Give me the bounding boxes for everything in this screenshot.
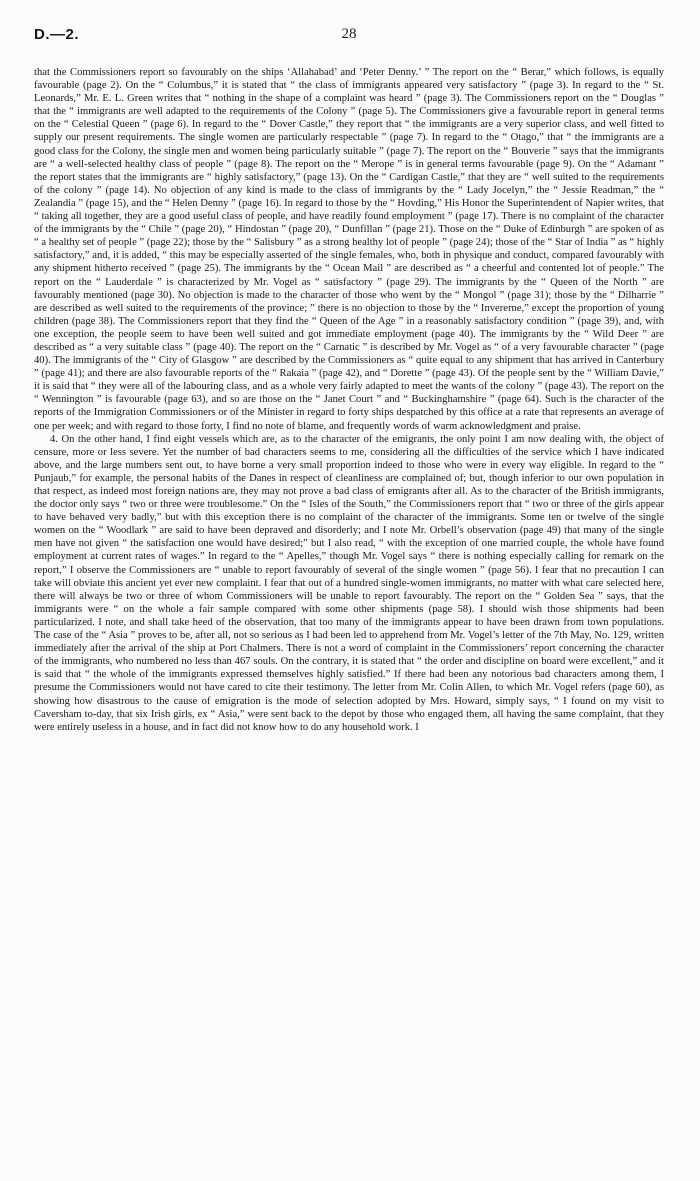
paragraph-continuation: that the Commissioners report so favourably on the ships ‘Allahabad’ and ‘Peter Denny.’ ” The report on the “ Berar,” which follows, is equally favourable (page 2). On the “ Columbus,” it is stated that “ the class of immigrants appeared very satisfactory ” (page 3). In regard to the “ St. Leonards,” Mr. E. L. Green writes that “ nothing in the shape of a complaint was heard ” (page 3). The Commissioners report on the “ Douglas ” that the “ immigrants are well adapted to the requirements of the Colony ” (page 5). The Commissioners give a favourable report in general terms on the “ Celestial Queen ” (page 6). In regard to the “ Dover Castle,” they report that “ the immigrants are a very superior class, and well fitted to supply our present requirements. The single women are particularly respectable ” (page 7). In regard to the “ Otago,” that “ the immigrants are a good class for the Colony, the single men and women being particularly suitable ” (page 7). The report on the “ Bouverie ” says that the immigrants are “ a well-selected healthy class of people ” (page 8). The report on the “ Merope ” is in general terms favourable (page 9). On the “ Adamant ” the report states that the immigrants are “ highly satisfactory,” (page 13). On the “ Cardigan Castle,” that they are “ well suited to the requirements of the colony ” (page 14). No objection of any kind is made to the class of immigrants by the “ Lady Jocelyn,” the “ Jessie Readman,” the “ Zealandia ” (page 15), and the “ Helen Denny ” (page 16). In regard to those by the “ Hovding,” His Honor the Superintendent of Napier writes, that “ taking all together, they are a good useful class of people, and have readily found employment ” (page 17). There is no complaint of the character of the immigrants by the “ Chile ” (page 20), “ Hindostan ” (page 20), “ Dunfillan ” (page 21). Those on the “ Duke of Edinburgh ” are spoken of as “ a healthy set of people ” (page 22); those by the “ Salisbury ” as a strong healthy lot of people ” (page 24); those of the “ Star of India ” as “ highly satisfactory,” and, it is added, “ this may be especially asserted of the single females, who, both in physique and conduct, compared favourably with any shipment hitherto received ” (page 25). The immigrants by the “ Ocean Mail ” are described as “ a cheerful and contented lot of people.” The report on the “ Lauderdale ” is characterized by Mr. Vogel as “ satisfactory ” (page 29). The immigrants by the “ Queen of the North ” are favourably mentioned (page 30). No objection is made to the character of those who went by the “ Mongol ” (page 31); those by the “ Dilharrie ” are described as well suited to the requirements of the province; ” there is no objection to those by the “ Invererne,” except the proportion of young children (page 38). The Commissioners report that they find the “ Queen of the Age ” in a reasonably satisfactory condition ” (page 39), and, with one exception, the people seem to have been well suited and got immediate employment (page 40). The immigrants by the “ Wild Deer ” are described as “ a very suitable class ” (page 40). The report on the “ Carnatic ” is described by Mr. Vogel as “ of a very favourable character ” (page 40). The immigrants of the “ City of Glasgow ” are described by the Commissioners as “ quite equal to any shipment that has arrived in Canterbury ” (page 41); and there are also favourable reports of the “ Rakaia ” (page 42), and “ Dorette ” (page 43). Of the people sent by the “ William Davie,” it is said that “ they were all of the labouring class, and as a whole very fairly adapted to meet the wants of the colony ” (page 43). The report on the “ Wennington ” is favourable (page 63), and so are those on the “ Janet Court ” and “ Buckinghamshire ” (page 64). Such is the character of the reports of the Immigration Commissioners or of the Minister in regard to forty ships despatched by this office at a rate that represents an average of one per week; and with regard to those forty, I find no note of blame, and frequently words of warm acknowledgment and praise. [34, 67, 664, 432]
section-code: D.—2. [34, 26, 80, 43]
body-text [34, 66, 664, 734]
paragraph-4: 4. On the other hand, I find eight vessels which are, as to the character of the emigrants, the only point I am now dealing with, the object of censure, more or less severe. Yet the number of bad characters seems to me, considering all the difficulties of the service which I have indicated above, and the large numbers sent out, to have borne a very small proportion indeed to those who were in every way eligible. In regard to the “ Punjaub,” for example, the personal habits of the Danes in respect of cleanliness are complained of; but, though inferior to our own population in that respect, as indeed most foreign nations are, they may not prove a bad class of emigrants after all. As to the character of the British immigrants, the doctor only says “ two or three were troublesome.” On the “ Isles of the South,” the Commissioners report that “ two or three of the girls appear to have behaved very badly,” but with this exception there is no complaint of the character of the immigrants. Some ten or twelve of the single women on the “ Woodlark ” are said to have been depraved and disorderly; and I note Mr. Orbell’s observation (page 49) that many of the single men have not given “ the satisfaction one would have desired;” but I also read, “ with the exception of one married couple, the whole have found employment at current rates of wages.” In regard to the “ Apelles,” though Mr. Vogel says “ there is nothing especially calling for remark on the report,” I observe the Commissioners are “ unable to report favourably of several of the single women ” (page 56). I fear that no precaution I can take will obviate this ancient yet ever new complaint. I fear that out of a hundred single-women immigrants, no matter with what care selected here, there will always be two or three of whom Commissioners will be unable to report favourably. The report on the “ Golden Sea ” says, that the immigrants were “ on the whole a fair sample compared with some other shipments (page 58). I should wish those shipments had been particularized. I note, and shall take heed of the observation, that too many of the immigrants appear to have been drawn from town populations. The case of the “ Asia ” proves to be, after all, not so serious as I had been led to apprehend from Mr. Vogel’s letter of the 7th May, No. 129, written immediately after the arrival of the ship at Port Chalmers. There is not a word of complaint in the Commissioners’ report concerning the character of the immigrants, who numbered no less than 467 souls. On the contrary, it is stated that “ the order and discipline on board were excellent,” and it is said that “ the whole of the immigrants expressed themselves highly satisfied.” If there had been any notorious bad characters among them, I presume the Commissioners would not have cared to cite their testimony. The letter from Mr. Colin Allen, to which Mr. Vogel refers (page 60), as showing how disastrous to the cause of emigration is the mode of selection adopted by Mrs. Howard, simply says, “ I found on my visit to Caversham to-day, that six Irish girls, ex “ Asia,” were sent back to the depot by those who engaged them, all having the same complaint, that they were entirely useless in a house, and in fact did not know how to do any household work. I [34, 433, 664, 733]
page-header [34, 26, 664, 48]
page-number: 28 [341, 26, 357, 42]
